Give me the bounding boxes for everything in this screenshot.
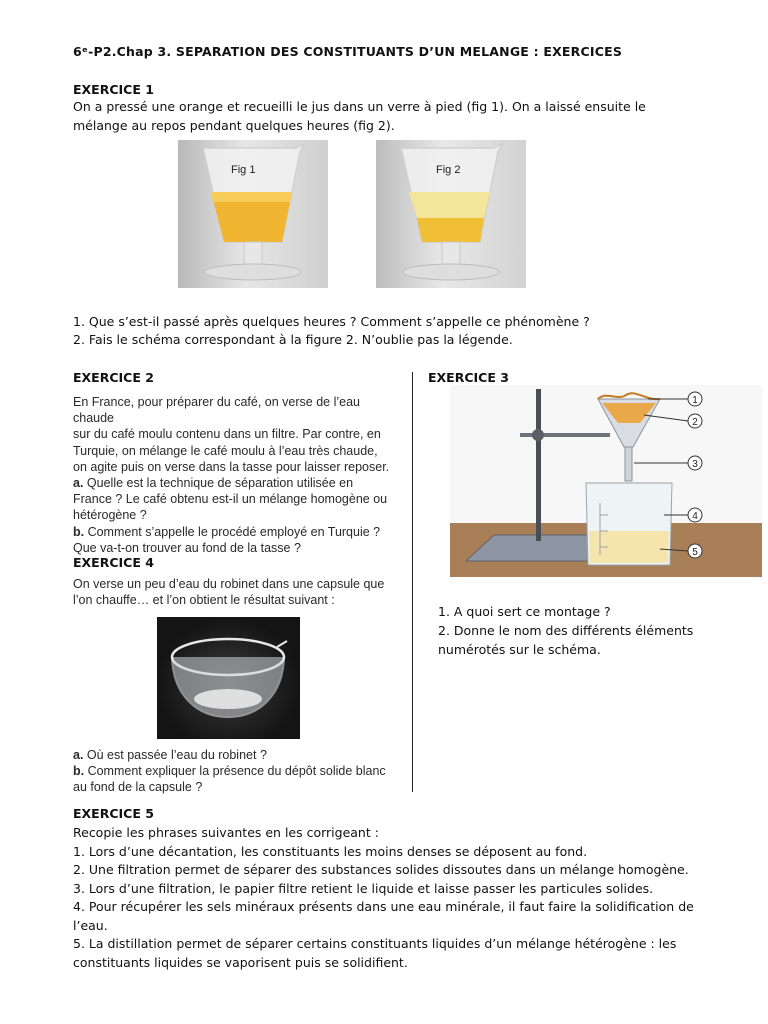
question-a-marker: a. bbox=[73, 476, 84, 491]
question-a-marker: a. bbox=[73, 748, 84, 762]
exercise-3-question-2: 2. Donne le nom des différents éléments bbox=[438, 623, 694, 638]
exercise-4-text bbox=[73, 576, 403, 608]
callout-4: 4 bbox=[692, 511, 698, 522]
exercise-2-line: Que va-t-on trouver au fond de la tasse ? bbox=[73, 540, 301, 555]
exercise-2-question-a bbox=[73, 475, 398, 491]
filtration-setup-illustration bbox=[450, 385, 762, 577]
exercise-5-heading: EXERCICE 5 bbox=[73, 806, 154, 821]
question-text: Où est passée l’eau du robinet ? bbox=[83, 748, 267, 762]
question-b-marker: b. bbox=[73, 764, 85, 779]
filtration-diagram bbox=[450, 385, 762, 577]
settled-orange-juice-glass-illustration bbox=[376, 140, 526, 288]
exercise-4-line: On verse un peu d’eau du robinet dans une capsule que bbox=[73, 577, 385, 591]
exercise-4-question-b bbox=[73, 763, 403, 779]
exercise-3-question-2-cont: numérotés sur le schéma. bbox=[438, 642, 601, 657]
fig-2-photo bbox=[376, 140, 526, 288]
exercise-1-intro: On a pressé une orange et recueilli le jus dans un verre à pied (fig 1). On a laissé ensuite le mélange au repos pendant quelques heures (fig 2). bbox=[73, 99, 646, 133]
exercise-5-body bbox=[73, 824, 723, 972]
evaporating-dish-illustration bbox=[157, 617, 300, 739]
exercise-2-line: France ? Le café obtenu est-il un mélange homogène ou bbox=[73, 492, 388, 507]
callout-1: 1 bbox=[692, 395, 698, 406]
exercise-2-question-b bbox=[73, 524, 398, 540]
question-b-marker: b. bbox=[73, 524, 85, 539]
exercise-2-line: on agite puis on verse dans la tasse pour laisser reposer. bbox=[73, 459, 390, 474]
exercise-5-item: 1. Lors d’une décantation, les constituants les moins denses se déposent au fond. bbox=[73, 843, 588, 859]
question-text: Comment s’appelle le procédé employé en Turquie ? bbox=[84, 524, 381, 539]
exercise-2-line: hétérogène ? bbox=[73, 508, 147, 523]
callout-5: 5 bbox=[692, 547, 698, 558]
exercise-5-item: 5. La distillation permet de séparer certains constituants liquides d’un mélange hétérogène : les constituants liquides se vaporisent puis se solidifient. bbox=[73, 936, 677, 970]
fig-1-label: Fig 1 bbox=[231, 164, 256, 176]
exercise-4-line: au fond de la capsule ? bbox=[73, 780, 203, 795]
exercise-1-question-1: 1. Que s’est-il passé après quelques heures ? Comment s’appelle ce phénomène ? bbox=[73, 314, 590, 329]
fig-1-photo bbox=[178, 140, 328, 288]
exercise-4-line: l’on chauffe… et l’on obtient le résultat suivant : bbox=[73, 593, 335, 608]
page-title: 6ᵉ-P2.Chap 3. SEPARATION DES CONSTITUANTS D’UN MELANGE : EXERCICES bbox=[73, 44, 623, 59]
exercise-4-question-a bbox=[73, 747, 403, 763]
exercise-2-line: En France, pour préparer du café, on verse de l’eau chaude bbox=[73, 395, 360, 426]
exercise-2-line: sur du café moulu contenu dans un filtre. Par contre, en bbox=[73, 427, 381, 442]
question-text: Quelle est la technique de séparation utilisée en bbox=[83, 476, 354, 491]
exercise-2-text bbox=[73, 394, 398, 556]
exercise-5-intro: Recopie les phrases suivantes en les corrigeant : bbox=[73, 825, 379, 840]
exercise-2-line: Turquie, on mélange le café moulu à l’eau très chaude, bbox=[73, 443, 378, 458]
fig-2-label: Fig 2 bbox=[436, 164, 461, 176]
callout-3: 3 bbox=[692, 459, 698, 470]
capsule-photo bbox=[157, 617, 300, 739]
question-text: Comment expliquer la présence du dépôt solide blanc bbox=[84, 764, 386, 779]
column-divider bbox=[412, 372, 413, 792]
exercise-3-question-1: 1. A quoi sert ce montage ? bbox=[438, 604, 611, 619]
exercise-3-heading: EXERCICE 3 bbox=[428, 370, 509, 385]
exercise-1-heading: EXERCICE 1 bbox=[73, 82, 154, 97]
exercise-5-item: 3. Lors d’une filtration, le papier filtre retient le liquide et laisse passer les particules solides. bbox=[73, 880, 654, 896]
exercise-4-questions bbox=[73, 747, 403, 796]
callout-2: 2 bbox=[692, 417, 698, 428]
exercise-2-heading: EXERCICE 2 bbox=[73, 370, 154, 385]
exercise-4-heading: EXERCICE 4 bbox=[73, 555, 154, 570]
orange-juice-glass-illustration bbox=[178, 140, 328, 288]
exercise-5-item: 4. Pour récupérer les sels minéraux présents dans une eau minérale, il faut faire la solidification de l’eau. bbox=[73, 899, 694, 933]
exercise-5-item: 2. Une filtration permet de séparer des substances solides dissoutes dans un mélange homogène. bbox=[73, 862, 689, 877]
exercise-1-question-2: 2. Fais le schéma correspondant à la figure 2. N’oublie pas la légende. bbox=[73, 332, 513, 347]
